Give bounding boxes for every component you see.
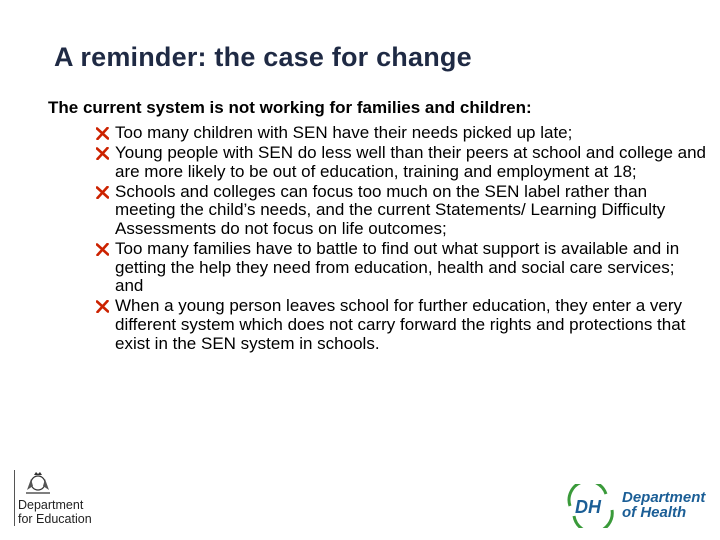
dh-name bbox=[622, 490, 705, 520]
list-item bbox=[96, 144, 706, 181]
bullet-text: When a young person leaves school for further education, they enter a very different system which does not carry forward the rights and protections that exist in the SEN system in schools. bbox=[115, 296, 686, 353]
dfe-name bbox=[18, 498, 92, 526]
dh-logo bbox=[566, 484, 716, 530]
list-item bbox=[96, 183, 706, 239]
slide-title: A reminder: the case for change bbox=[54, 42, 472, 72]
dfe-name-line1: Department bbox=[18, 498, 84, 512]
royal-crest-icon bbox=[23, 470, 53, 496]
cross-mark-icon bbox=[96, 243, 109, 256]
cross-mark-icon bbox=[96, 186, 109, 199]
bullet-list bbox=[96, 124, 706, 355]
cross-mark-icon bbox=[96, 147, 109, 160]
intro-text: The current system is not working for families and children: bbox=[48, 98, 532, 117]
dfe-divider bbox=[14, 470, 15, 526]
bullet-text: Schools and colleges can focus too much on the SEN label rather than meeting the child’s needs, and the current Statements/ Learning Difficulty Assessments do not focus on life outcomes; bbox=[115, 181, 666, 238]
bullet-text: Young people with SEN do less well than their peers at school and college and are more likely to be out of education, training and employment at 18; bbox=[115, 143, 706, 181]
dh-name-line1: Department bbox=[622, 489, 706, 506]
dh-name-line2: of Health bbox=[622, 504, 687, 521]
dh-logo-icon bbox=[566, 484, 620, 528]
dh-badge-text: DH bbox=[575, 497, 601, 517]
cross-mark-icon bbox=[96, 127, 109, 140]
list-item bbox=[96, 240, 706, 296]
list-item bbox=[96, 124, 706, 143]
bullet-text: Too many children with SEN have their needs picked up late; bbox=[115, 123, 573, 142]
cross-mark-icon bbox=[96, 300, 109, 313]
bullet-text: Too many families have to battle to find out what support is available and in getting the help they need from education, health and social care services; and bbox=[115, 239, 680, 296]
dfe-name-line2: for Education bbox=[18, 512, 92, 526]
list-item bbox=[96, 297, 706, 353]
dfe-logo bbox=[10, 470, 120, 530]
